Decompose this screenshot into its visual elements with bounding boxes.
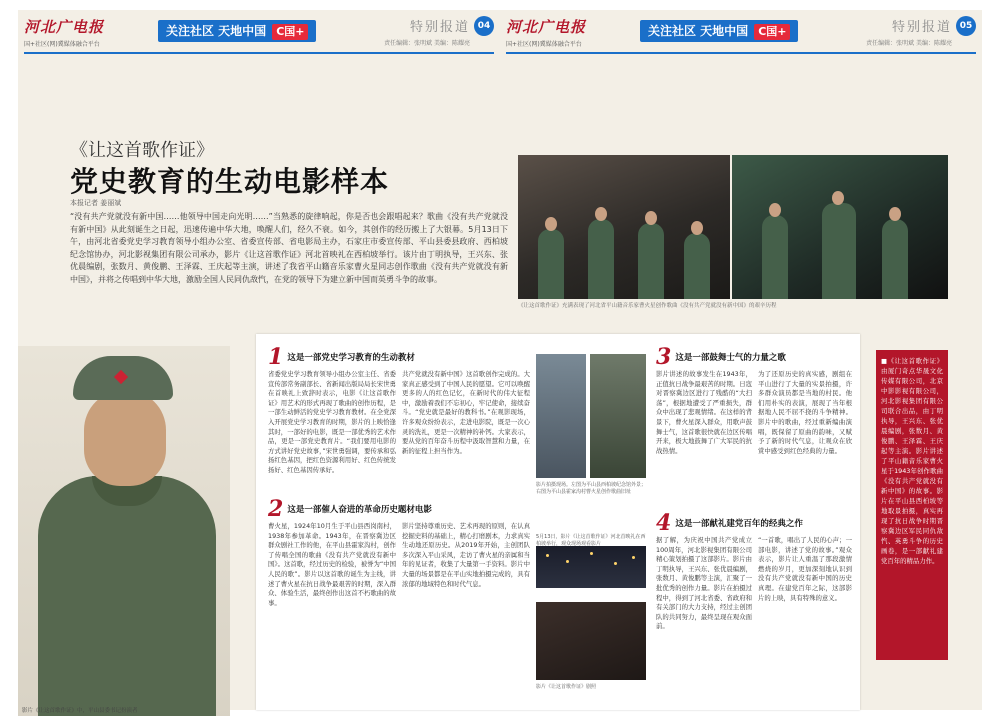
section-name: 特别报道 <box>409 20 470 35</box>
photo-figure <box>822 203 856 299</box>
page-number: 04 <box>474 16 494 36</box>
film-still-photo-right <box>732 155 948 299</box>
location-photo-village <box>590 354 646 478</box>
section-2-text-b: 影片坚持尊重历史、艺术再现的原则，在认真挖掘史料的基础上，精心打磨剧本，力求真实生动地还原历史。从2019年开始，主创团队多次深入平山采风，走访了曹火星的亲属和当年的见证者，收集了大量第一手资料。影片中大量的场景都是在平山实地拍摄完成的，具有浓郁的地域特色和时代气息。 <box>402 522 530 588</box>
section-name: 特别报道 <box>891 20 952 35</box>
slogan-banner <box>640 20 798 42</box>
info-sidebar <box>876 350 948 660</box>
article-title: 党史教育的生动电影样本 <box>70 165 390 198</box>
section-2-text-a: 曹火星，1924年10月生于平山县西岗南村，1938年参加革命。1943年，在晋察冀边区群众剧社工作的他，在平山县霍家沟村，创作了传唱全国的歌曲《没有共产党就没有新中国》。这首歌，经过历史的检验，被誉为“中国人民的歌”。影片以这首歌的诞生为主线，讲述了曹火星在抗日战争最艰苦的时期，深入群众、体验生活，最终创作出这首不朽歌曲的故事。 <box>268 522 396 607</box>
section-1-text-a: 省委党史学习教育领导小组办公室主任、省委宣传部常务副部长、省新闻出版局局长宋世勇在首映礼上致辞时表示，电影《让这首歌作证》用艺术的形式再现了歌曲的创作历程，是一部生动鲜活的党史学习教育教材。在全党深入开展党史学习教育的时期，影片的上映恰逢其时，一部好的电影，既是一部优秀的艺术作品，更是一部党史教育片。“我们要用电影的方式讲好党史故事，”宋世勇强调，要传承和弘扬红色基因，把红色资源利用好、红色传统发扬好、红色基因传承好。 <box>268 370 396 474</box>
location-photo-memorial <box>536 354 586 478</box>
mid-photo-caption-2: 5月13日，影片《让这首歌作证》河北首映礼在西柏坡举行，观众现场观看影片 <box>536 534 646 548</box>
section-3-text-b: 为了还原历史的真实感，剧组在平山进行了大量的实景拍摄，许多群众演员都是当地的村民。他们用朴实的表演，展现了当年根据地人民不屈不挠的斗争精神。影片中的歌曲，经过重新编曲演唱，既保留了原曲的韵味，又赋予了新的时代气息，让观众在欣赏中感受到红色经典的力量。 <box>758 370 852 455</box>
newspaper-logo: 河北广电报 <box>506 18 587 36</box>
brand-badge: C国+ <box>754 24 790 40</box>
photo-face <box>691 221 703 235</box>
film-still-photo-bottom <box>536 602 646 680</box>
photo-caption: 《让这首歌作证》充满表现了河北省平山籍音乐家曹火星创作歌曲《没有共产党就没有新中国》的艰辛历程 <box>518 303 777 309</box>
slogan-text: 关注社区 天地中国 <box>648 24 749 38</box>
portrait-head <box>84 390 166 486</box>
page-header-right <box>500 10 982 56</box>
photo-figure <box>588 219 614 299</box>
photo-face <box>645 211 657 225</box>
article-supertitle: 《让这首歌作证》 <box>70 140 214 161</box>
section-1-text-b: 共产党就没有新中国》这首歌创作完成的。大家真正感受到了中国人民的愿望。它可以唤醒更多的人的红色记忆，在新时代的伟大征程中，激励着我们不忘初心，牢记使命，接续奋斗。“党史就是最好的教科书。”在观影现场，许多观众纷纷表示，走进电影院，既是一次心灵的洗礼，更是一次精神的补钙。大家表示，要从党的百年奋斗历程中汲取智慧和力量，在新的征程上担当作为。 <box>402 370 530 455</box>
page-header-left <box>18 10 500 56</box>
header-rule <box>506 52 976 54</box>
header-rule <box>24 52 494 54</box>
editor-credit: 责任编辑：张明斌 美编：陈耀亮 <box>866 40 952 47</box>
article-lead: “没有共产党就没有新中国……他领导中国走向光明……”当熟悉的旋律响起，你是否也会跟唱起来？歌曲《没有共产党就没有新中国》从此刻诞生之日起，迅速传遍中华大地，唤醒人们，经久不衰。如今，其创作的经历搬上了大银幕。5月13日下午，由河北省委党史学习教育领导小组办公室、省委宣传部、省电影局主办，石家庄市委宣传部、平山县委县政府、西柏坡纪念馆协办，河北影视集团有限公司承办，影片《让这首歌作证》河北首映礼在西柏坡举行。该片由丁明执导，王兴东、张优晨编剧，张数月、黄俊鹏、王泽霖、王庆起等主演，讲述了我省平山籍音乐家曹火星同志创作歌曲《没有共产党就没有新中国》，并将之传唱到中华大地，激励全国人民同仇敌忾，在党的领导下为建立新中国而英勇斗争的故事。 <box>70 212 508 284</box>
photo-face <box>889 207 901 221</box>
section-4-text-a: 据了解，为庆祝中国共产党成立100周年，河北影视集团有限公司精心策划拍摄了这部影片。影片由丁明执导，王兴东、张优晨编剧，张数月、黄俊鹏等主演，汇聚了一批优秀的创作力量。影片在拍摄过程中，得到了河北省委、省政府和有关部门的大力支持，经过主创团队的共同努力，最终呈现在观众面前。 <box>656 536 752 631</box>
film-still-photo-left <box>518 155 730 299</box>
photo-face <box>545 217 557 231</box>
photo-face <box>832 191 844 205</box>
photo-figure <box>684 233 710 299</box>
photo-face <box>769 203 781 217</box>
slogan-text: 关注社区 天地中国 <box>166 24 267 38</box>
portrait-body <box>38 476 216 716</box>
section-4-text-b: “一首歌，唱出了人民的心声；一部电影，讲述了党的故事。”观众表示，影片让人重温了那段激情燃烧的岁月，更加深刻地认识到没有共产党就没有新中国的历史真理。在建党百年之际，这部影片的上映，具有特殊的意义。 <box>758 536 852 602</box>
section-heading-3: 3 这是一部鼓舞士气的力量之歌 <box>656 344 786 370</box>
photo-figure <box>762 215 788 299</box>
section-heading-4: 4 这是一部献礼建党百年的经典之作 <box>656 510 803 536</box>
slogan-banner <box>158 20 316 42</box>
soldier-portrait-photo <box>18 346 230 716</box>
section-3-text-a: 影片讲述的故事发生在1943年，正值抗日战争最艰苦的时期。日寇对晋察冀边区进行了残酷的“大扫荡”，根据地遭受了严重损失，群众中出现了悲观情绪。在这样的背景下，曹火星深入群众，用歌声鼓舞士气，这首歌很快就在边区传唱开来，极大地鼓舞了广大军民的抗战热情。 <box>656 370 752 455</box>
page-number: 05 <box>956 16 976 36</box>
sidebar-text: ■《让这首歌作证》由厦门奇点华晟文化传媒有限公司，北京中影影视有限公司，河北影视集团有限公司联合出品，由丁明执导，王兴东、张优晨编剧，张数月、黄俊鹏、王泽霖、王庆起等主演。影片讲述了平山籍音乐家曹火星于1943年创作歌曲《没有共产党就没有新中国》的故事。影片在平山县西柏坡等地取景拍摄，真实再现了抗日战争时期晋察冀边区军民同仇敌忾、英勇斗争的历史画卷，是一部献礼建党百年的精品力作。 <box>881 357 943 565</box>
mid-photo-caption-1: 影片拍摄现场。左图为平山县西柏坡纪念馆外景；右图为平山县霍家沟村曹火星创作歌曲旧址 <box>536 482 647 496</box>
editor-credit: 责任编辑：张明斌 美编：陈耀亮 <box>384 40 470 47</box>
premiere-night-photo <box>536 546 646 588</box>
portrait-caption: 影片《让这首歌作证》中，平山县委书记扮演者 <box>22 708 138 714</box>
photo-face <box>595 207 607 221</box>
article-body-card <box>256 334 860 710</box>
section-heading-2: 2 这是一部催人奋进的革命历史题材电影 <box>268 496 432 522</box>
photo-figure <box>538 229 564 299</box>
newspaper-spread <box>18 10 982 714</box>
section-heading-1: 1 这是一部党史学习教育的生动教材 <box>268 344 415 370</box>
article-byline: 本报记者 姜丽斌 <box>70 199 122 207</box>
brand-badge: C国+ <box>272 24 308 40</box>
logo-subtitle: 国+社区(网)冀媒体融合平台 <box>24 41 100 48</box>
logo-subtitle: 国+社区(网)冀媒体融合平台 <box>506 41 582 48</box>
photo-figure <box>638 223 664 299</box>
newspaper-logo: 河北广电报 <box>24 18 105 36</box>
mid-photo-caption-3: 影片《让这首歌作证》剧照 <box>536 684 597 690</box>
photo-figure <box>882 219 908 299</box>
